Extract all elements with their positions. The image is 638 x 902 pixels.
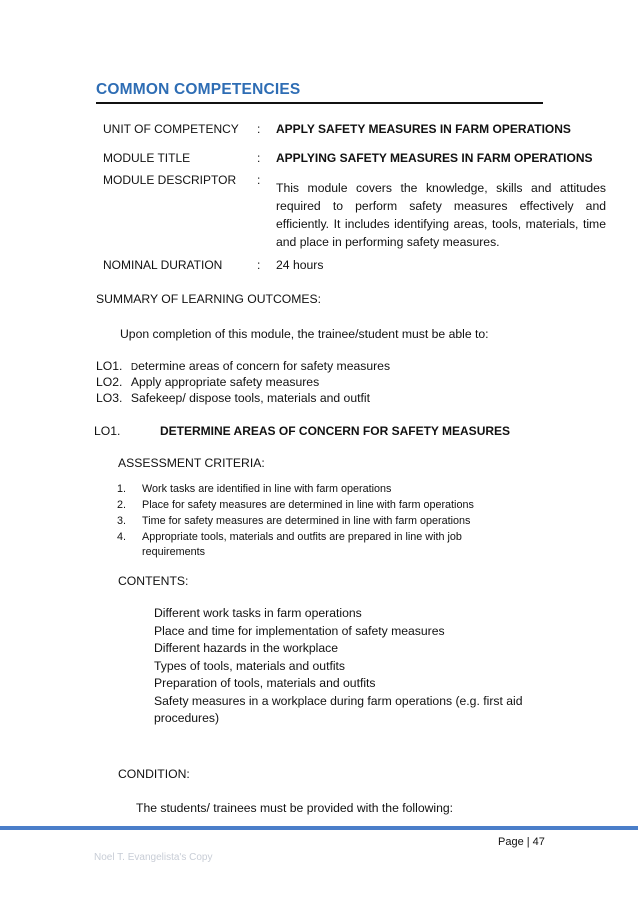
criterion-number: 1.	[117, 483, 127, 495]
outcome-code: LO3.	[96, 391, 123, 405]
list-item: Different hazards in the workplace	[154, 641, 339, 655]
criterion-text: Work tasks are identified in line with farm operations	[142, 483, 392, 495]
criterion-text: Time for safety measures are determined in line with farm operations	[142, 515, 471, 527]
footer-rule	[0, 826, 638, 830]
criterion-number: 3.	[117, 515, 127, 527]
outcome-code: LO2.	[96, 375, 123, 389]
outcome-code: LO1.	[96, 359, 123, 373]
descriptor-value: This module covers the knowledge, skills and attitudes required to perform safety measures effectively and efficiently. It includes identifying areas, tools, materials, time and place in performing safety measures.	[276, 181, 606, 249]
unit-colon: :	[257, 122, 261, 136]
module-title-label: MODULE TITLE	[103, 151, 191, 165]
lo1-title: DETERMINE AREAS OF CONCERN FOR SAFETY MEASURES	[160, 424, 511, 438]
outcome-text: etermine areas of concern for safety measures	[138, 359, 391, 373]
watermark: Noel T. Evangelista's Copy	[94, 852, 213, 863]
condition-text: The students/ trainees must be provided with the following:	[136, 801, 454, 815]
criterion-number: 2.	[117, 499, 127, 511]
contents-list	[154, 605, 554, 728]
list-item	[117, 514, 497, 529]
contents-heading: CONTENTS:	[118, 574, 189, 588]
duration-colon: :	[257, 258, 261, 272]
list-item	[117, 498, 497, 513]
outcome-text: Apply appropriate safety measures	[130, 375, 320, 389]
unit-value: APPLY SAFETY MEASURES IN FARM OPERATIONS	[276, 122, 571, 136]
list-item: Types of tools, materials and outfits	[154, 658, 346, 673]
module-title-colon: :	[257, 151, 261, 165]
summary-intro: Upon completion of this module, the trainee/student must be able to:	[120, 327, 489, 341]
list-item: Preparation of tools, materials and outfits	[154, 676, 376, 690]
criterion-number: 4.	[117, 531, 127, 543]
list-item: Safety measures in a workplace during farm operations (e.g. first aid procedures)	[154, 693, 523, 725]
outcome-row	[96, 391, 370, 405]
criteria-heading: ASSESSMENT CRITERIA:	[118, 456, 265, 470]
descriptor-colon: :	[257, 173, 261, 187]
outcome-row	[96, 359, 390, 373]
outcome-first-letter: D	[130, 362, 139, 373]
title-underline	[96, 102, 543, 104]
summary-heading: SUMMARY OF LEARNING OUTCOMES:	[96, 292, 322, 306]
duration-value: 24 hours	[276, 258, 324, 272]
outcome-text: Safekeep/ dispose tools, materials and outfit	[130, 391, 370, 405]
page-number: Page | 47	[498, 836, 545, 848]
criterion-text: Appropriate tools, materials and outfits are prepared in line with job requirements	[142, 531, 462, 558]
criterion-text: Place for safety measures are determined in line with farm operations	[142, 499, 474, 511]
list-item: Different work tasks in farm operations	[154, 606, 362, 620]
list-item	[117, 482, 497, 497]
duration-label: NOMINAL DURATION	[103, 258, 223, 272]
outcome-row	[96, 375, 319, 389]
lo1-code: LO1.	[94, 424, 121, 438]
unit-label: UNIT OF COMPETENCY	[103, 122, 239, 136]
criteria-list	[117, 482, 497, 561]
condition-heading: CONDITION:	[118, 767, 190, 781]
module-title-value: APPLYING SAFETY MEASURES IN FARM OPERATIONS	[276, 151, 593, 165]
page-title: COMMON COMPETENCIES	[96, 81, 301, 98]
descriptor-label: MODULE DESCRIPTOR	[103, 173, 237, 187]
list-item	[117, 530, 497, 560]
list-item: Place and time for implementation of safety measures	[154, 623, 445, 638]
